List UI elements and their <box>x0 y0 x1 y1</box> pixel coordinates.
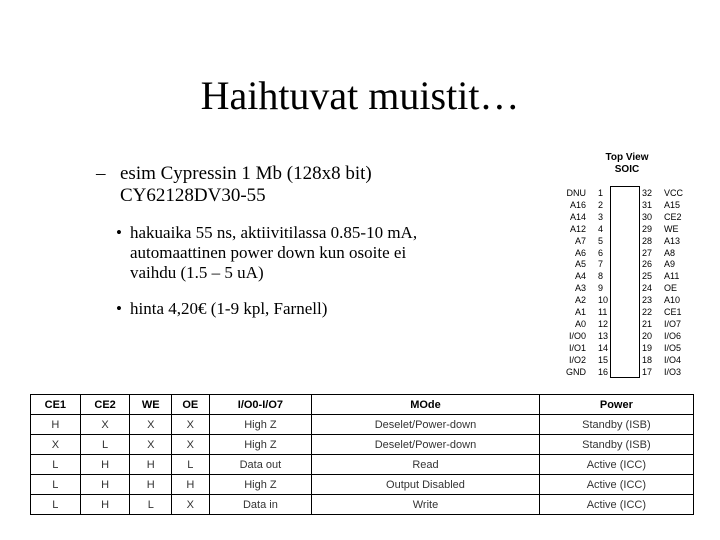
table-cell: X <box>172 415 210 435</box>
pin-number-left: 9 <box>598 283 604 294</box>
pin-number-right: 31 <box>642 199 653 210</box>
table-cell: L <box>31 455 81 475</box>
table-row <box>31 475 694 495</box>
table-row <box>31 495 694 515</box>
pin-number-left: 4 <box>598 223 604 234</box>
pin-number-right: 21 <box>642 318 653 329</box>
pin-number-left: 14 <box>598 342 609 353</box>
pin-label-left: I/O2 <box>568 354 586 365</box>
table-cell: X <box>130 435 172 455</box>
table-cell: H <box>130 475 172 495</box>
table-cell: Read <box>312 455 540 475</box>
pin-label-left: A14 <box>569 211 586 222</box>
sub-line: automaattinen power down kun osoite ei <box>130 243 407 262</box>
pin-number-right: 30 <box>642 211 653 222</box>
pin-number-left: 12 <box>598 318 609 329</box>
pin-number-right: 17 <box>642 366 653 377</box>
pin-number-right: 26 <box>642 259 653 270</box>
pin-label-right: A13 <box>664 235 681 246</box>
table-cell: H <box>130 455 172 475</box>
pin-label-right: A9 <box>664 259 676 270</box>
table-cell: H <box>31 415 81 435</box>
col-header: I/O0-I/O7 <box>209 395 312 415</box>
col-header: CE2 <box>80 395 130 415</box>
pin-number-left: 15 <box>598 354 609 365</box>
col-header: MOde <box>312 395 540 415</box>
sub-bullet-1 <box>116 223 510 283</box>
pin-number-right: 27 <box>642 247 653 258</box>
pin-number-right: 29 <box>642 223 653 234</box>
pin-number-right: 22 <box>642 307 653 317</box>
pin-label-left: A0 <box>574 318 586 329</box>
table-cell: L <box>130 495 172 515</box>
table-cell: Deselet/Power-down <box>312 415 540 435</box>
pin-label-right: A11 <box>664 271 680 282</box>
slide-title: Haihtuvat muistit… <box>200 73 520 118</box>
table-cell: Standby (ISB) <box>539 415 693 435</box>
col-header: Power <box>539 395 693 415</box>
bullet-main <box>120 163 520 207</box>
pin-number-left: 5 <box>598 235 604 246</box>
table-cell: High Z <box>209 435 312 455</box>
bullet-dot: • <box>116 299 122 318</box>
pin-label-left: A4 <box>574 271 586 282</box>
pin-label-left: I/O0 <box>568 330 586 341</box>
truth-table <box>30 394 694 515</box>
pin-label-right: I/O4 <box>664 354 682 365</box>
pin-number-left: 13 <box>598 330 609 341</box>
pin-label-left: A1 <box>574 307 586 317</box>
col-header: OE <box>172 395 210 415</box>
sub-bullet-2 <box>116 299 510 319</box>
pin-label-right: I/O5 <box>664 342 682 353</box>
table-row <box>31 455 694 475</box>
pin-number-right: 32 <box>642 188 653 198</box>
pin-label-left: A7 <box>574 235 586 246</box>
table-cell: H <box>80 495 130 515</box>
table-header-row <box>31 395 694 415</box>
table-cell: X <box>80 415 130 435</box>
table-cell: Deselet/Power-down <box>312 435 540 455</box>
table-cell: L <box>80 435 130 455</box>
pin-number-left: 8 <box>598 271 604 282</box>
chip-header-view: Top View <box>605 152 649 163</box>
chip-header-package: SOIC <box>614 164 640 175</box>
pin-number-right: 23 <box>642 295 653 306</box>
pin-number-right: 24 <box>642 283 653 294</box>
table-cell: L <box>31 475 81 495</box>
pin-label-left: A5 <box>574 259 586 270</box>
pin-label-right: A15 <box>664 199 681 210</box>
pin-label-left: GND <box>566 366 586 377</box>
sub-line: hakuaika 55 ns, aktiivitilassa 0.85-10 mA, <box>130 223 418 242</box>
pin-label-right: I/O6 <box>664 330 682 341</box>
table-cell: X <box>31 435 81 455</box>
table-cell: X <box>172 495 210 515</box>
pin-label-left: A12 <box>569 223 586 234</box>
pin-number-right: 18 <box>642 354 653 365</box>
pin-label-right: CE1 <box>664 307 682 317</box>
table-cell: H <box>172 475 210 495</box>
sub-line: hinta 4,20€ (1-9 kpl, Farnell) <box>130 299 328 318</box>
pin-label-right: I/O3 <box>664 366 682 377</box>
pin-label-left: A2 <box>574 295 586 306</box>
pin-label-right: WE <box>664 223 679 234</box>
bullet-line-2: CY62128DV30-55 <box>120 185 266 206</box>
table-cell: Standby (ISB) <box>539 435 693 455</box>
table-cell: Data out <box>209 455 312 475</box>
pin-number-left: 7 <box>598 259 604 270</box>
table-cell: H <box>80 475 130 495</box>
pin-label-right: I/O7 <box>664 318 682 329</box>
pin-number-left: 1 <box>598 188 604 198</box>
table-cell: Write <box>312 495 540 515</box>
pin-number-right: 28 <box>642 235 653 246</box>
pin-number-right: 20 <box>642 330 653 341</box>
pin-number-left: 16 <box>598 366 609 377</box>
sub-line: vaihdu (1.5 – 5 uA) <box>130 263 264 282</box>
pin-label-right: A10 <box>664 295 681 306</box>
pin-label-right: CE2 <box>664 211 682 222</box>
table-cell: High Z <box>209 415 312 435</box>
pin-label-left: A16 <box>569 199 586 210</box>
pin-number-left: 2 <box>598 199 604 210</box>
table-cell: Active (ICC) <box>539 475 693 495</box>
chip-pinout-diagram <box>562 148 692 378</box>
col-header: CE1 <box>31 395 81 415</box>
bullet-dot: • <box>116 223 122 242</box>
table-cell: L <box>172 455 210 475</box>
pin-label-left: DNU <box>566 188 586 198</box>
bullet-line-1: esim Cypressin 1 Mb (128x8 bit) <box>120 163 372 184</box>
table-cell: High Z <box>209 475 312 495</box>
chip-package <box>610 186 640 378</box>
pin-number-left: 6 <box>598 247 604 258</box>
pin-label-left: A6 <box>574 247 586 258</box>
col-header: WE <box>130 395 172 415</box>
table-cell: Active (ICC) <box>539 495 693 515</box>
table-cell: Data in <box>209 495 312 515</box>
table-cell: X <box>172 435 210 455</box>
pin-label-right: A8 <box>664 247 676 258</box>
table-cell: Active (ICC) <box>539 455 693 475</box>
pin-label-right: OE <box>664 283 678 294</box>
pin-number-right: 19 <box>642 342 653 353</box>
dash-marker: – <box>96 163 106 184</box>
pin-label-right: VCC <box>664 188 684 198</box>
pin-number-left: 11 <box>598 307 608 317</box>
pin-number-left: 3 <box>598 211 604 222</box>
table-row <box>31 435 694 455</box>
pin-number-left: 10 <box>598 295 609 306</box>
table-cell: H <box>80 455 130 475</box>
table-cell: L <box>31 495 81 515</box>
table-row <box>31 415 694 435</box>
table-cell: X <box>130 415 172 435</box>
pin-label-left: A3 <box>574 283 586 294</box>
pin-label-left: I/O1 <box>568 342 586 353</box>
pin-number-right: 25 <box>642 271 653 282</box>
table-cell: Output Disabled <box>312 475 540 495</box>
